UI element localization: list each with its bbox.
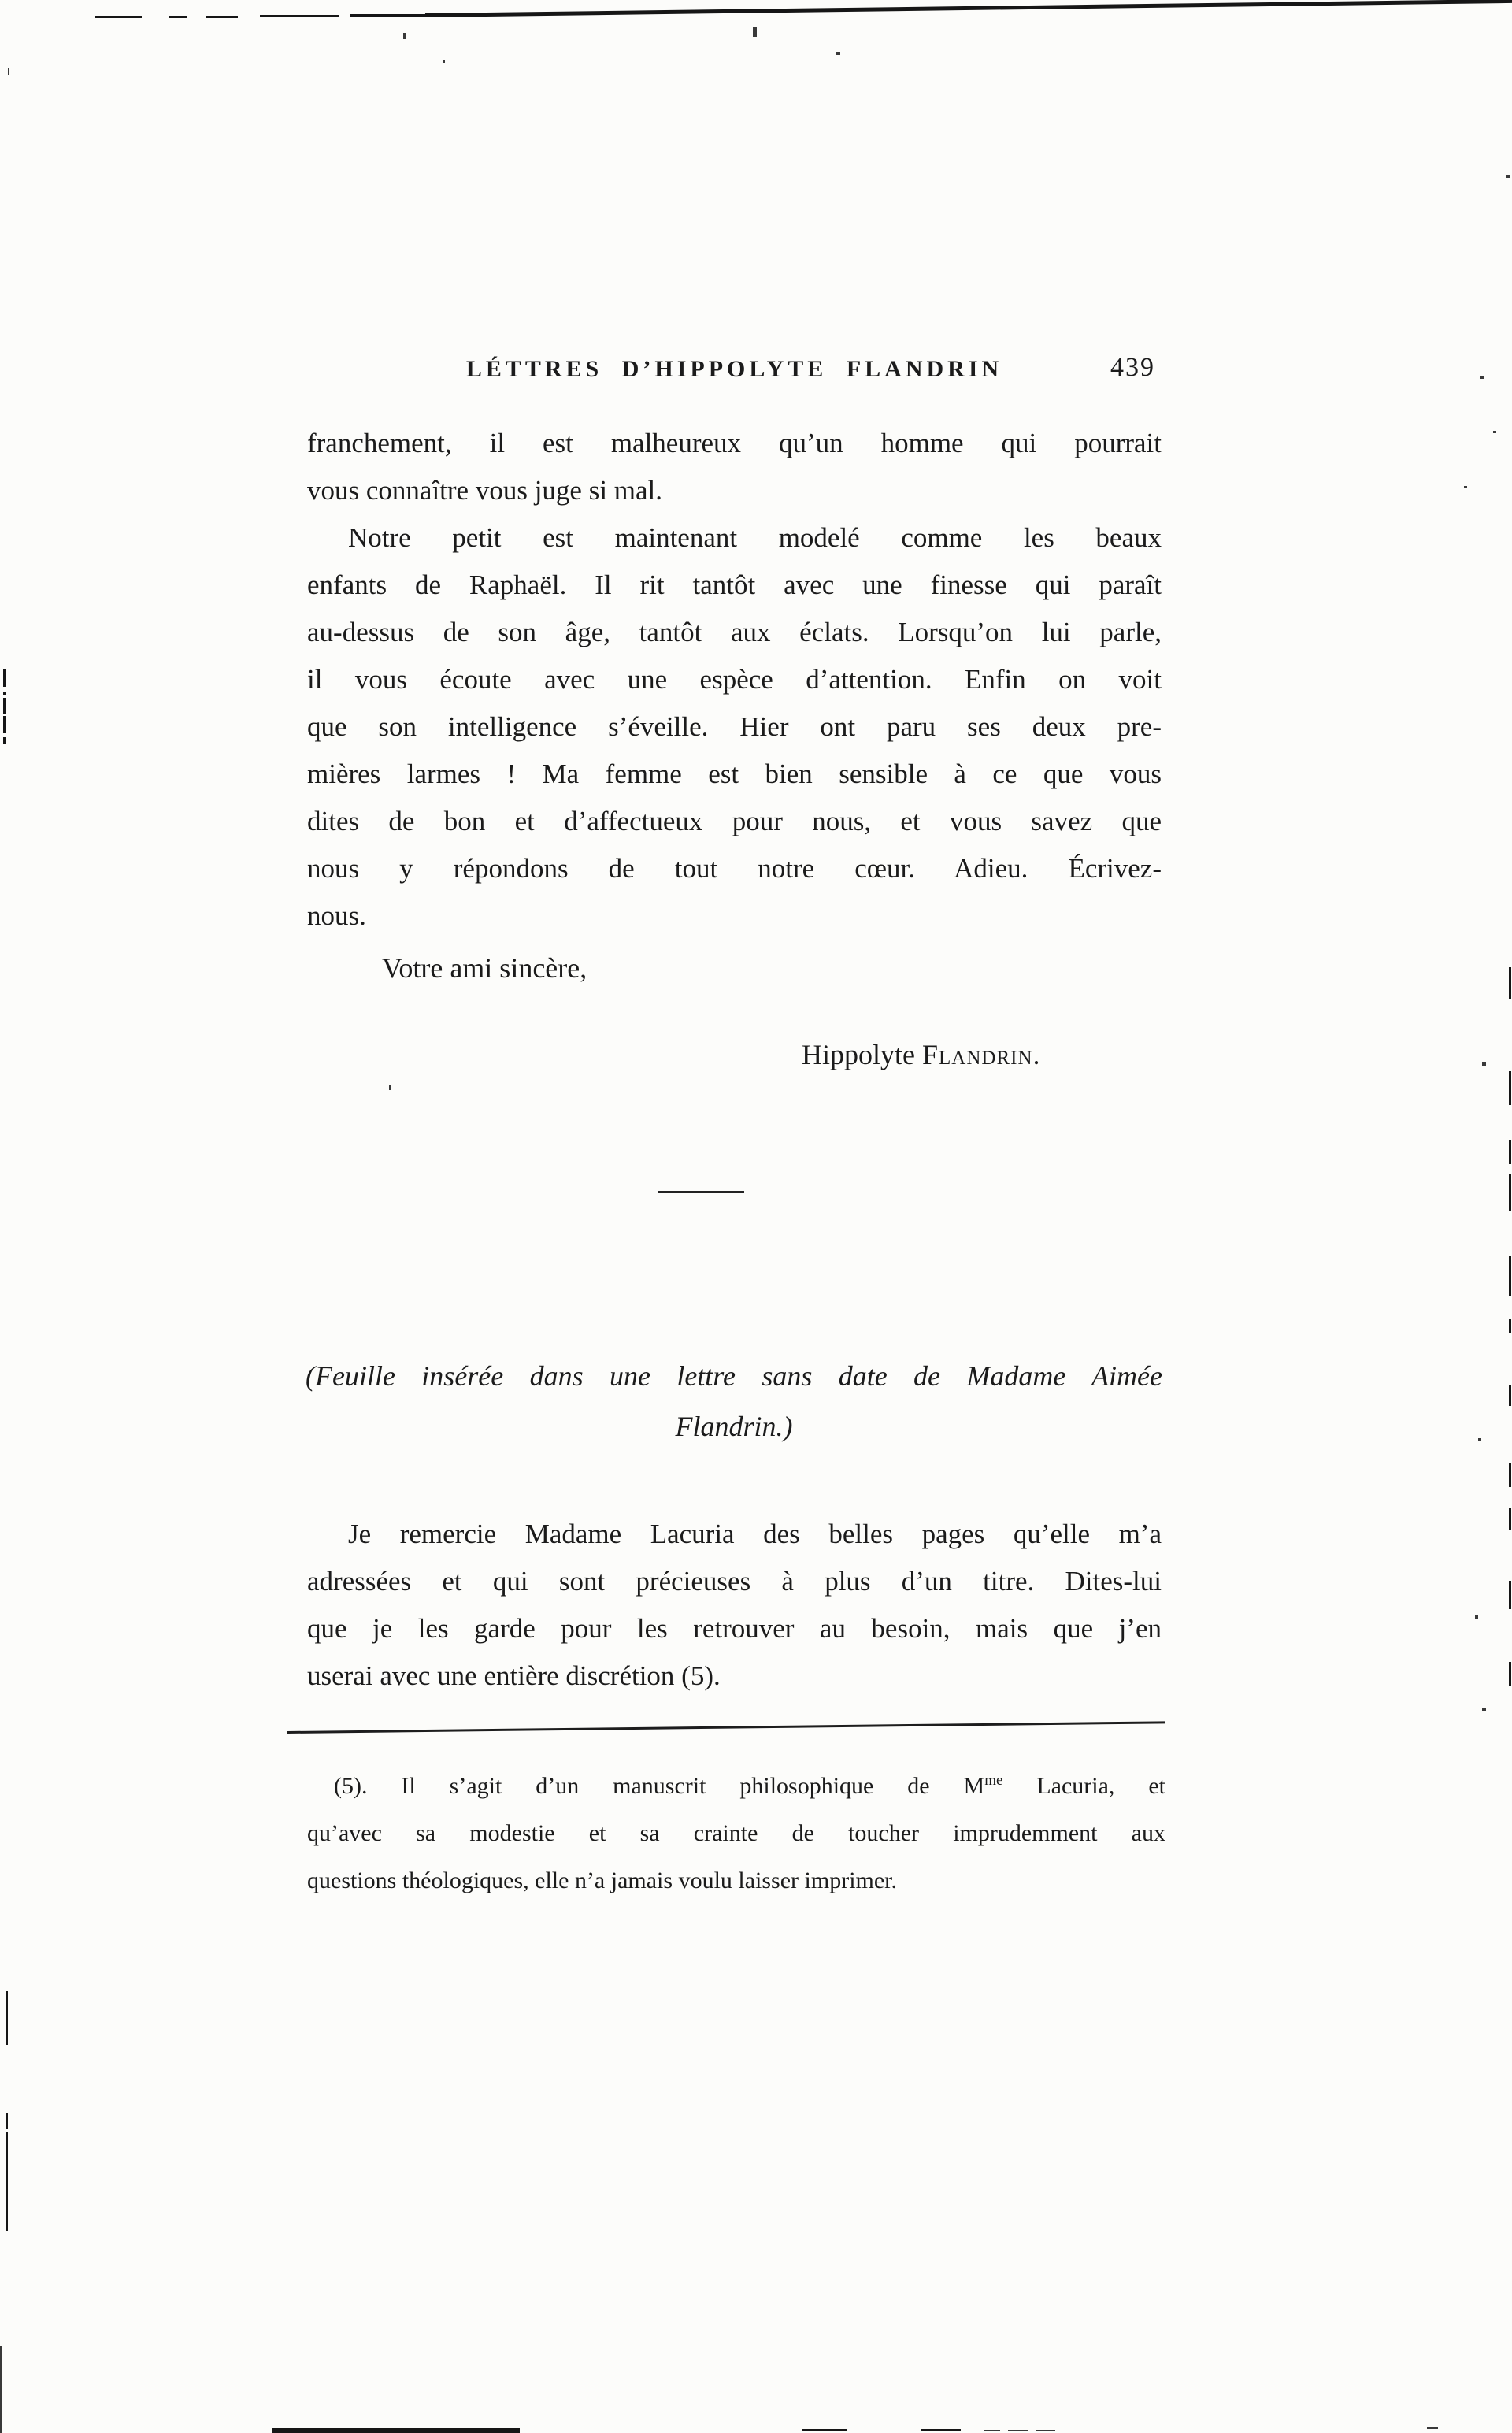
scan-edge-line-right — [1509, 1256, 1511, 1296]
letter-line: enfants de Raphaël. Il rit tantôt avec une finesse qui paraît — [307, 569, 1162, 600]
scan-edge-line-left — [3, 698, 6, 714]
scan-mark — [1464, 486, 1467, 488]
scan-mark — [169, 16, 187, 18]
scan-mark — [921, 2429, 961, 2431]
footnote-superscript: me — [984, 1772, 1003, 1789]
scan-mark — [984, 2430, 1000, 2431]
letter-line: vous connaître vous juge si mal. — [307, 475, 663, 506]
letter-line: que son intelligence s’éveille. Hier ont paru ses deux pre- — [307, 711, 1162, 742]
section-divider-rule — [658, 1191, 744, 1193]
scan-mark — [389, 1085, 391, 1090]
scan-mark — [1506, 175, 1510, 178]
scan-mark — [260, 15, 339, 17]
letter-line: userai avec une entière discrétion (5). — [307, 1660, 721, 1691]
letter-line: nous y répondons de tout notre cœur. Adieu. Écrivez- — [307, 853, 1162, 884]
scan-mark — [1478, 1438, 1481, 1441]
scan-mark — [1482, 1062, 1486, 1066]
scan-mark — [1480, 376, 1484, 379]
scan-edge-line-right — [1509, 1319, 1511, 1333]
scan-edge-line-left — [3, 692, 6, 695]
scan-edge-line-right — [1509, 1581, 1511, 1609]
scan-edge-line-right — [1509, 1662, 1511, 1686]
scan-edge-line-right — [1509, 1174, 1511, 1211]
scan-mark — [1493, 431, 1496, 433]
scan-edge-line-left — [3, 716, 6, 733]
letter-line: Je remercie Madame Lacuria des belles pages qu’elle m’a — [348, 1519, 1162, 1549]
letter-line: au-dessus de son âge, tantôt aux éclats. Lorsqu’on lui parle, — [307, 617, 1162, 647]
signature-surname: Flandrin. — [921, 1039, 1041, 1070]
letter-signature — [802, 1038, 1041, 1071]
scan-edge-line-top — [425, 0, 1512, 17]
scan-mark — [753, 27, 757, 37]
footnote-text: (5). Il s’agit d’un manuscrit philosophique de M — [334, 1773, 985, 1799]
scan-edge-line-right — [1509, 1140, 1511, 1164]
scan-edge-line-right — [1509, 1463, 1511, 1487]
scan-edge-line-left — [3, 737, 6, 744]
page-number: 439 — [1110, 353, 1155, 382]
scan-mark — [350, 14, 425, 17]
letter-paragraph-3 — [307, 1511, 1162, 1700]
footnote — [307, 1763, 1166, 1904]
scan-mark — [1008, 2430, 1028, 2431]
scan-mark — [836, 52, 840, 55]
scan-mark — [1475, 1615, 1478, 1619]
scan-mark — [403, 33, 406, 39]
scan-edge-line-right — [1509, 967, 1511, 999]
scan-mark — [1427, 2427, 1438, 2429]
footnote-line: qu’avec sa modestie et sa crainte de toucher imprudemment aux — [307, 1820, 1166, 1846]
scan-edge-line-left — [6, 2132, 8, 2231]
scan-edge-line-left — [0, 2346, 2, 2433]
scan-edge-line-right — [1509, 1071, 1511, 1105]
scan-mark — [94, 16, 142, 18]
letter-line: il vous écoute avec une espèce d’attention. Enfin on voit — [307, 664, 1162, 695]
letter-line: adressées et qui sont précieuses à plus d’un titre. Dites-lui — [307, 1566, 1162, 1597]
inserted-note — [306, 1356, 1162, 1457]
signature-given-name: Hippolyte — [802, 1039, 922, 1070]
letter-line: franchement, il est malheureux qu’un homme qui pourrait — [307, 428, 1162, 458]
inserted-note-line: (Feuille insérée dans une lettre sans date de Madame Aimée — [306, 1360, 1162, 1392]
footnote-text: Lacuria, et — [1002, 1773, 1166, 1799]
scan-edge-line-bottom — [272, 2428, 520, 2433]
scan-mark — [1482, 1708, 1486, 1711]
footnote-line: questions théologiques, elle n’a jamais voulu laisser imprimer. — [307, 1867, 898, 1893]
scan-edge-line-right — [1509, 1508, 1511, 1530]
letter-line: mières larmes ! Ma femme est bien sensible à ce que vous — [307, 758, 1162, 789]
letter-line: dites de bon et d’affectueux pour nous, et vous savez que — [307, 806, 1162, 836]
letter-paragraph-1 — [307, 420, 1162, 514]
letter-line: Notre petit est maintenant modelé comme les beaux — [348, 522, 1162, 553]
scan-mark — [443, 60, 445, 63]
inserted-note-line: Flandrin.) — [675, 1411, 793, 1442]
scan-edge-line-left — [6, 1991, 8, 2045]
footnote-rule — [287, 1721, 1166, 1734]
letter-paragraph-2 — [307, 514, 1162, 940]
letter-closing: Votre ami sincère, — [382, 952, 587, 984]
scan-edge-line-left — [6, 2113, 8, 2129]
scan-mark — [802, 2429, 847, 2431]
scan-mark — [206, 16, 238, 18]
scan-edge-line-left — [3, 669, 6, 687]
running-title: LÉTTRES D’HIPPOLYTE FLANDRIN — [465, 356, 1003, 382]
letter-line: que je les garde pour les retrouver au besoin, mais que j’en — [307, 1613, 1162, 1644]
letter-line: nous. — [307, 900, 366, 931]
footnote-line — [307, 1763, 1166, 1810]
scan-edge-line-right — [1509, 1385, 1511, 1406]
scan-mark — [1036, 2430, 1055, 2431]
page-header — [307, 353, 1162, 392]
scan-mark — [8, 68, 9, 75]
